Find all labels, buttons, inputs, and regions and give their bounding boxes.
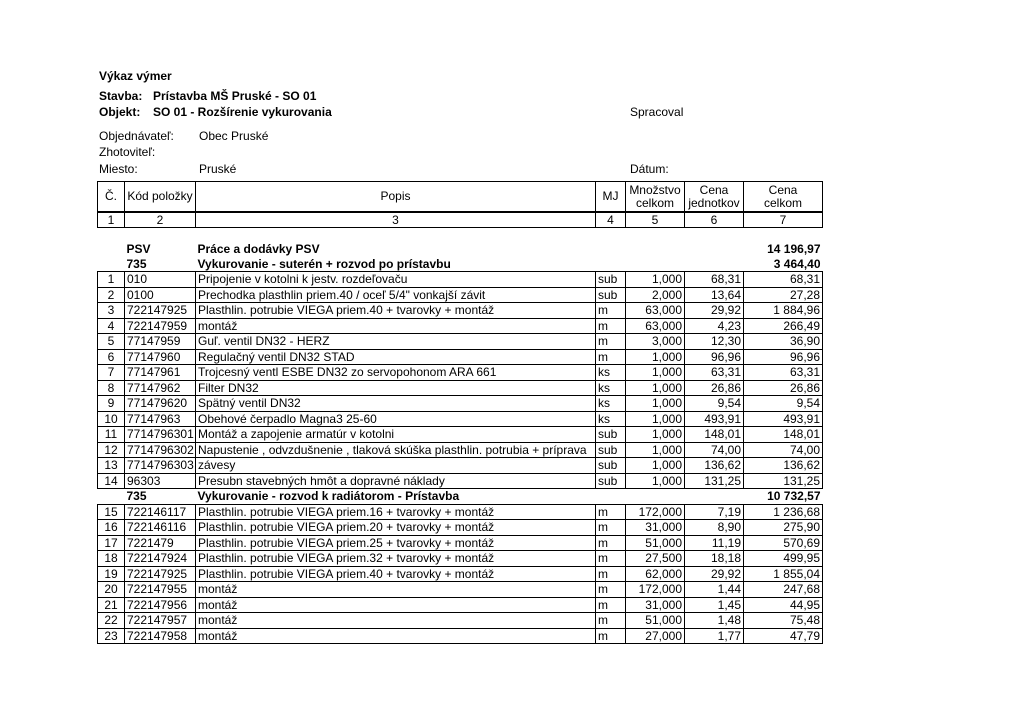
item-unit: m bbox=[596, 582, 626, 598]
header-cena-j-line2: jednotkov bbox=[688, 195, 740, 210]
header-cena-c-line1: Cena bbox=[768, 182, 798, 197]
item-unit: m bbox=[596, 535, 626, 551]
section-sum: 10 732,57 bbox=[767, 489, 821, 504]
objekt-label: Objekt: bbox=[99, 105, 141, 119]
item-unit-price: 13,64 bbox=[685, 287, 744, 303]
item-quantity: 27,500 bbox=[626, 551, 685, 567]
item-unit: m bbox=[596, 349, 626, 365]
datum-label: Dátum: bbox=[630, 162, 669, 176]
item-code: 7221479 bbox=[125, 535, 196, 551]
item-unit-price: 11,19 bbox=[685, 535, 744, 551]
table-row bbox=[98, 303, 823, 319]
section-title: Vykurovanie - rozvod k radiátorom - Prístavba bbox=[197, 489, 460, 504]
item-unit: m bbox=[596, 334, 626, 350]
item-code: 7714796303 bbox=[125, 458, 196, 474]
item-code: 77147962 bbox=[125, 380, 196, 396]
objednavatel-value: Obec Pruské bbox=[199, 129, 269, 143]
item-code: 722147957 bbox=[125, 613, 196, 629]
item-description: Spätný ventil DN32 bbox=[196, 396, 596, 412]
item-code: 7714796301 bbox=[125, 427, 196, 443]
item-code: 722147924 bbox=[125, 551, 196, 567]
item-quantity: 31,000 bbox=[626, 597, 685, 613]
item-unit: sub bbox=[596, 473, 626, 489]
header-cena-celkom bbox=[744, 182, 823, 212]
header-mnozstvo bbox=[626, 182, 685, 212]
row-number: 8 bbox=[98, 380, 125, 396]
header-cena-c-line2: celkom bbox=[763, 195, 802, 210]
section-spacer bbox=[596, 257, 744, 272]
header-cena-j-line1: Cena bbox=[699, 182, 729, 197]
table-row bbox=[98, 613, 823, 629]
item-total-price: 275,90 bbox=[744, 520, 823, 536]
item-unit-price: 63,31 bbox=[685, 365, 744, 381]
item-unit-price: 12,30 bbox=[685, 334, 744, 350]
row-number: 21 bbox=[98, 597, 125, 613]
column-number: 7 bbox=[744, 213, 823, 228]
item-total-price: 96,96 bbox=[744, 349, 823, 365]
table-row bbox=[98, 272, 823, 288]
section-spacer bbox=[98, 489, 125, 505]
item-code: 77147963 bbox=[125, 411, 196, 427]
item-code: 722146117 bbox=[125, 504, 196, 520]
column-header-table bbox=[97, 181, 823, 212]
document-title: Výkaz výmer bbox=[99, 69, 172, 83]
item-quantity: 172,000 bbox=[626, 504, 685, 520]
item-unit-price: 29,92 bbox=[685, 566, 744, 582]
item-total-price: 499,95 bbox=[744, 551, 823, 567]
header-popis: Popis bbox=[196, 182, 596, 212]
row-number: 22 bbox=[98, 613, 125, 629]
item-quantity: 3,000 bbox=[626, 334, 685, 350]
section-code: 735 bbox=[126, 489, 147, 504]
table-row bbox=[98, 535, 823, 551]
section-spacer bbox=[596, 242, 744, 257]
item-code: 722147959 bbox=[125, 318, 196, 334]
row-number: 10 bbox=[98, 411, 125, 427]
items-table bbox=[97, 242, 823, 644]
item-total-price: 148,01 bbox=[744, 427, 823, 443]
item-unit: m bbox=[596, 566, 626, 582]
item-description: Plasthlin. potrubie VIEGA priem.25 + tvarovky + montáž bbox=[196, 535, 596, 551]
stavba-label: Stavba: bbox=[99, 89, 143, 103]
row-number: 7 bbox=[98, 365, 125, 381]
section-spacer bbox=[596, 489, 744, 505]
item-code: 77147959 bbox=[125, 334, 196, 350]
item-total-price: 47,79 bbox=[744, 628, 823, 644]
table-row bbox=[98, 334, 823, 350]
section-title: Práce a dodávky PSV bbox=[197, 242, 320, 257]
row-number: 16 bbox=[98, 520, 125, 536]
miesto-label: Miesto: bbox=[99, 162, 138, 176]
item-code: 7714796302 bbox=[125, 442, 196, 458]
table-row bbox=[98, 287, 823, 303]
item-unit: sub bbox=[596, 427, 626, 443]
item-total-price: 247,68 bbox=[744, 582, 823, 598]
item-total-price: 1 236,68 bbox=[744, 504, 823, 520]
table-row bbox=[98, 473, 823, 489]
item-quantity: 51,000 bbox=[626, 535, 685, 551]
item-description: Montáž a zapojenie armatúr v kotolni bbox=[196, 427, 596, 443]
item-unit: ks bbox=[596, 380, 626, 396]
row-number: 3 bbox=[98, 303, 125, 319]
item-unit-price: 1,45 bbox=[685, 597, 744, 613]
column-number: 2 bbox=[125, 213, 196, 228]
column-number: 4 bbox=[596, 213, 626, 228]
row-number: 2 bbox=[98, 287, 125, 303]
item-total-price: 131,25 bbox=[744, 473, 823, 489]
item-quantity: 1,000 bbox=[626, 458, 685, 474]
item-code: 722147955 bbox=[125, 582, 196, 598]
item-quantity: 1,000 bbox=[626, 272, 685, 288]
item-total-price: 68,31 bbox=[744, 272, 823, 288]
stavba-value: Prístavba MŠ Pruské - SO 01 bbox=[153, 89, 317, 103]
item-unit-price: 1,48 bbox=[685, 613, 744, 629]
item-code: 96303 bbox=[125, 473, 196, 489]
row-number: 13 bbox=[98, 458, 125, 474]
item-description: Prechodka plasthlin priem.40 / oceľ 5/4" vonkajší závit bbox=[196, 287, 596, 303]
miesto-value: Pruské bbox=[199, 162, 237, 176]
item-description: montáž bbox=[196, 597, 596, 613]
item-quantity: 1,000 bbox=[626, 396, 685, 412]
item-quantity: 1,000 bbox=[626, 411, 685, 427]
item-description: Napustenie , odvzdušnenie , tlaková skúška plasthlin. potrubia + príprava bbox=[196, 442, 596, 458]
table-row bbox=[98, 551, 823, 567]
item-quantity: 172,000 bbox=[626, 582, 685, 598]
item-unit-price: 29,92 bbox=[685, 303, 744, 319]
item-description: Guľ. ventil DN32 - HERZ bbox=[196, 334, 596, 350]
item-unit-price: 7,19 bbox=[685, 504, 744, 520]
column-number: 1 bbox=[98, 213, 125, 228]
item-unit: m bbox=[596, 613, 626, 629]
item-total-price: 266,49 bbox=[744, 318, 823, 334]
item-unit: m bbox=[596, 303, 626, 319]
table-row bbox=[98, 411, 823, 427]
item-quantity: 51,000 bbox=[626, 613, 685, 629]
item-code: 722147925 bbox=[125, 566, 196, 582]
item-unit: m bbox=[596, 628, 626, 644]
spracoval-label: Spracoval bbox=[630, 105, 684, 119]
section-code: PSV bbox=[126, 242, 151, 257]
row-number: 9 bbox=[98, 396, 125, 412]
item-quantity: 1,000 bbox=[626, 427, 685, 443]
item-quantity: 1,000 bbox=[626, 380, 685, 396]
row-number: 18 bbox=[98, 551, 125, 567]
row-number: 5 bbox=[98, 334, 125, 350]
table-row bbox=[98, 349, 823, 365]
item-code: 010 bbox=[125, 272, 196, 288]
item-unit-price: 493,91 bbox=[685, 411, 744, 427]
table-row bbox=[98, 582, 823, 598]
header-mnozstvo-line2: celkom bbox=[635, 195, 674, 210]
item-total-price: 27,28 bbox=[744, 287, 823, 303]
item-quantity: 62,000 bbox=[626, 566, 685, 582]
item-unit-price: 4,23 bbox=[685, 318, 744, 334]
item-unit-price: 9,54 bbox=[685, 396, 744, 412]
table-row bbox=[98, 458, 823, 474]
row-number: 4 bbox=[98, 318, 125, 334]
section-sum: 14 196,97 bbox=[767, 242, 821, 257]
item-unit-price: 26,86 bbox=[685, 380, 744, 396]
item-code: 722147958 bbox=[125, 628, 196, 644]
item-quantity: 1,000 bbox=[626, 442, 685, 458]
item-total-price: 63,31 bbox=[744, 365, 823, 381]
table-row bbox=[98, 427, 823, 443]
section-spacer bbox=[98, 242, 125, 257]
item-description: Filter DN32 bbox=[196, 380, 596, 396]
item-total-price: 493,91 bbox=[744, 411, 823, 427]
table-row bbox=[98, 365, 823, 381]
item-unit: m bbox=[596, 318, 626, 334]
item-total-price: 9,54 bbox=[744, 396, 823, 412]
item-code: 722147956 bbox=[125, 597, 196, 613]
row-number: 15 bbox=[98, 504, 125, 520]
header-cena-jednotkova bbox=[685, 182, 744, 212]
row-number: 14 bbox=[98, 473, 125, 489]
item-quantity: 63,000 bbox=[626, 303, 685, 319]
item-quantity: 1,000 bbox=[626, 365, 685, 381]
objekt-value: SO 01 - Rozšírenie vykurovania bbox=[153, 105, 332, 119]
item-unit-price: 148,01 bbox=[685, 427, 744, 443]
item-code: 0100 bbox=[125, 287, 196, 303]
item-quantity: 1,000 bbox=[626, 349, 685, 365]
table-row bbox=[98, 597, 823, 613]
row-number: 19 bbox=[98, 566, 125, 582]
item-code: 722147925 bbox=[125, 303, 196, 319]
item-unit: sub bbox=[596, 442, 626, 458]
item-total-price: 74,00 bbox=[744, 442, 823, 458]
item-quantity: 1,000 bbox=[626, 473, 685, 489]
row-number: 11 bbox=[98, 427, 125, 443]
item-unit: ks bbox=[596, 411, 626, 427]
item-quantity: 2,000 bbox=[626, 287, 685, 303]
item-description: Presubn stavebných hmôt a dopravné náklady bbox=[196, 473, 596, 489]
table-row bbox=[98, 520, 823, 536]
item-total-price: 44,95 bbox=[744, 597, 823, 613]
item-description: Plasthlin. potrubie VIEGA priem.40 + tvarovky + montáž bbox=[196, 566, 596, 582]
table-row bbox=[98, 504, 823, 520]
item-quantity: 27,000 bbox=[626, 628, 685, 644]
objednavatel-label: Objednávateľ: bbox=[99, 129, 174, 143]
item-unit-price: 96,96 bbox=[685, 349, 744, 365]
item-unit-price: 68,31 bbox=[685, 272, 744, 288]
item-description: Plasthlin. potrubie VIEGA priem.40 + tvarovky + montáž bbox=[196, 303, 596, 319]
item-unit-price: 136,62 bbox=[685, 458, 744, 474]
item-description: montáž bbox=[196, 582, 596, 598]
item-description: montáž bbox=[196, 613, 596, 629]
row-number: 23 bbox=[98, 628, 125, 644]
item-unit: m bbox=[596, 520, 626, 536]
item-code: 77147960 bbox=[125, 349, 196, 365]
row-number: 17 bbox=[98, 535, 125, 551]
table-row bbox=[98, 318, 823, 334]
column-number: 5 bbox=[626, 213, 685, 228]
header-kod: Kód položky bbox=[125, 182, 196, 212]
column-number-row bbox=[97, 212, 823, 228]
item-total-price: 36,90 bbox=[744, 334, 823, 350]
row-number: 20 bbox=[98, 582, 125, 598]
item-unit: ks bbox=[596, 396, 626, 412]
item-unit: m bbox=[596, 504, 626, 520]
item-unit: sub bbox=[596, 287, 626, 303]
header-cislo: Č. bbox=[98, 182, 125, 212]
item-unit-price: 18,18 bbox=[685, 551, 744, 567]
item-total-price: 26,86 bbox=[744, 380, 823, 396]
section-row bbox=[98, 242, 823, 257]
header-mnozstvo-line1: Množstvo bbox=[629, 182, 681, 197]
item-total-price: 1 884,96 bbox=[744, 303, 823, 319]
item-unit: sub bbox=[596, 458, 626, 474]
item-unit: ks bbox=[596, 365, 626, 381]
table-row bbox=[98, 566, 823, 582]
section-spacer bbox=[98, 257, 125, 272]
item-unit-price: 131,25 bbox=[685, 473, 744, 489]
column-number: 3 bbox=[196, 213, 596, 228]
item-unit-price: 8,90 bbox=[685, 520, 744, 536]
item-description: montáž bbox=[196, 628, 596, 644]
row-number: 1 bbox=[98, 272, 125, 288]
item-description: Plasthlin. potrubie VIEGA priem.16 + tvarovky + montáž bbox=[196, 504, 596, 520]
header-mj: MJ bbox=[596, 182, 626, 212]
item-description: závesy bbox=[196, 458, 596, 474]
item-code: 77147961 bbox=[125, 365, 196, 381]
item-total-price: 136,62 bbox=[744, 458, 823, 474]
item-quantity: 63,000 bbox=[626, 318, 685, 334]
item-total-price: 75,48 bbox=[744, 613, 823, 629]
row-number: 6 bbox=[98, 349, 125, 365]
table-row bbox=[98, 396, 823, 412]
row-number: 12 bbox=[98, 442, 125, 458]
zhotovitel-label: Zhotoviteľ: bbox=[99, 145, 156, 159]
section-title: Vykurovanie - suterén + rozvod po prístavbu bbox=[197, 256, 451, 271]
section-row bbox=[98, 257, 823, 272]
item-unit: sub bbox=[596, 272, 626, 288]
item-quantity: 31,000 bbox=[626, 520, 685, 536]
item-description: montáž bbox=[196, 318, 596, 334]
item-unit: m bbox=[596, 551, 626, 567]
section-code: 735 bbox=[126, 256, 147, 271]
item-unit-price: 74,00 bbox=[685, 442, 744, 458]
section-row bbox=[98, 489, 823, 505]
table-row bbox=[98, 628, 823, 644]
item-unit: m bbox=[596, 597, 626, 613]
item-unit-price: 1,44 bbox=[685, 582, 744, 598]
item-total-price: 1 855,04 bbox=[744, 566, 823, 582]
item-description: Regulačný ventil DN32 STAD bbox=[196, 349, 596, 365]
section-sum: 3 464,40 bbox=[773, 256, 821, 271]
item-description: Plasthlin. potrubie VIEGA priem.20 + tvarovky + montáž bbox=[196, 520, 596, 536]
item-code: 771479620 bbox=[125, 396, 196, 412]
item-unit-price: 1,77 bbox=[685, 628, 744, 644]
item-description: Pripojenie v kotolni k jestv. rozdeľovaču bbox=[196, 272, 596, 288]
item-total-price: 570,69 bbox=[744, 535, 823, 551]
table-row bbox=[98, 442, 823, 458]
item-code: 722146116 bbox=[125, 520, 196, 536]
item-description: Trojcesný ventl ESBE DN32 zo servopohonom ARA 661 bbox=[196, 365, 596, 381]
item-description: Plasthlin. potrubie VIEGA priem.32 + tvarovky + montáž bbox=[196, 551, 596, 567]
column-number: 6 bbox=[685, 213, 744, 228]
table-row bbox=[98, 380, 823, 396]
item-description: Obehové čerpadlo Magna3 25-60 bbox=[196, 411, 596, 427]
